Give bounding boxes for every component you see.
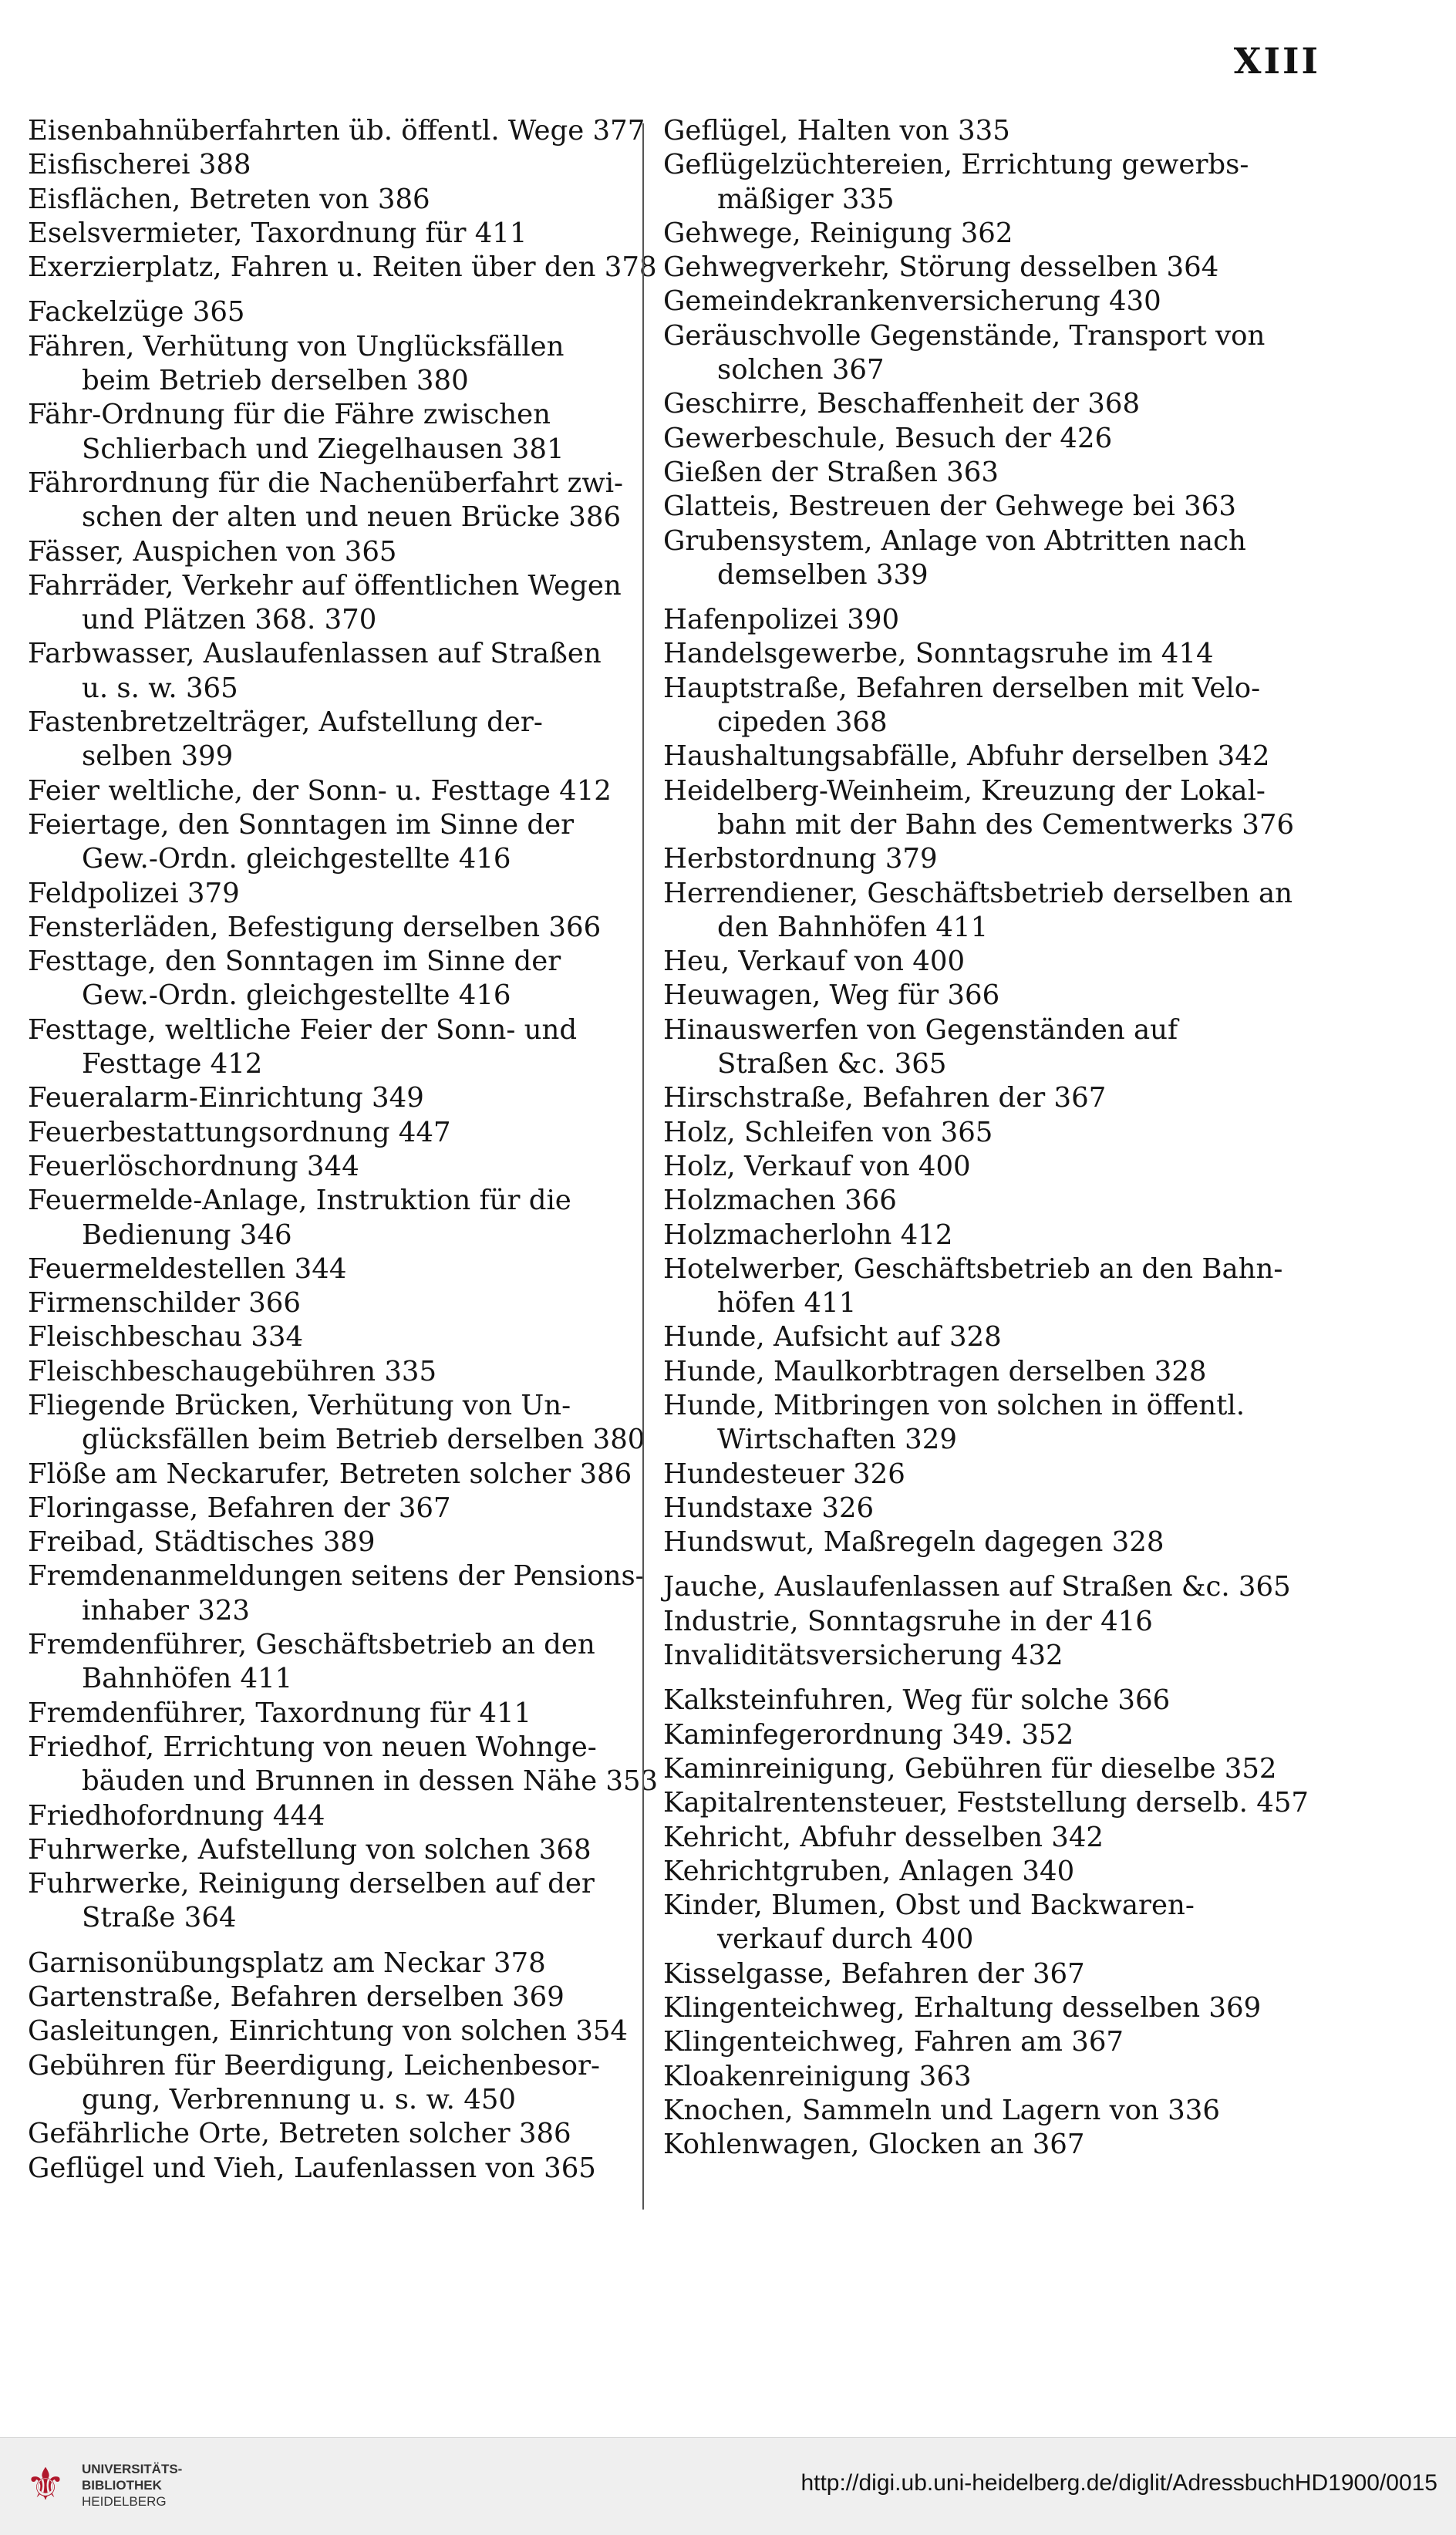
index-entry-line: Hunde, Mitbringen von solchen in öffentl.: [663, 1389, 1245, 1421]
index-entry-line: Straßen &c. 365: [717, 1048, 947, 1080]
index-entry: [663, 1889, 1311, 1957]
index-entry-line: Hafenpolizei 390: [663, 604, 900, 636]
viewer-footer: [0, 2437, 1456, 2535]
index-entry-line: Hunde, Maulkorbtragen derselben 328: [663, 1355, 1207, 1387]
index-entry: [663, 1320, 1311, 1354]
index-entry-line: Gehwege, Reinigung 362: [663, 217, 1013, 249]
index-entry: [663, 456, 1311, 490]
index-entry-line: Hundesteuer 326: [663, 1458, 905, 1490]
index-entry: [28, 1833, 629, 1867]
index-entry-line: Kloakenreinigung 363: [663, 2060, 972, 2092]
index-entry-line: Feuerbestattungsordnung 447: [28, 1116, 451, 1148]
index-entry-line: Eisenbahnüberfahrten üb. öffentl. Wege 377: [28, 115, 645, 147]
index-entry: [28, 1320, 629, 1354]
index-entry-line: Eselsvermieter, Taxordnung für 411: [28, 217, 527, 249]
index-entry: [28, 2152, 629, 2186]
index-entry-line: Fahrräder, Verkehr auf öffentlichen Wegen: [28, 569, 622, 602]
index-entry-line: Fleischbeschau 334: [28, 1321, 304, 1353]
index-entry: [663, 319, 1311, 388]
index-entry-line: Fährordnung für die Nachenüberfahrt zwi-: [28, 467, 624, 499]
index-entry: [663, 251, 1311, 285]
index-entry-line: selben 399: [82, 740, 234, 773]
index-entry: [663, 1957, 1311, 1991]
index-entry: [663, 1605, 1311, 1639]
library-name-line: UNIVERSITÄTS-: [82, 2462, 183, 2476]
index-entry-line: Heu, Verkauf von 400: [663, 946, 966, 978]
index-entry-line: Glatteis, Bestreuen der Gehwege bei 363: [663, 490, 1236, 523]
index-entry-line: Herrendiener, Geschäftsbetrieb derselben an: [663, 877, 1293, 909]
index-entry: [28, 1525, 629, 1559]
index-entry-line: Schlierbach und Ziegelhausen 381: [82, 433, 565, 465]
index-entry: [28, 467, 629, 535]
index-entry-line: Gartenstraße, Befahren derselben 369: [28, 1981, 565, 2014]
index-entry-line: Fremdenführer, Taxordnung für 411: [28, 1697, 532, 1729]
permalink-url[interactable]: http://digi.ub.uni-heidelberg.de/diglit/AdressbuchHD1900/0015: [800, 2470, 1437, 2496]
index-entry: [28, 1799, 629, 1833]
index-entry-line: Hunde, Aufsicht auf 328: [663, 1321, 1002, 1353]
index-entry-line: beim Betrieb derselben 380: [82, 365, 469, 397]
index-entry-line: Gewerbeschule, Besuch der 426: [663, 422, 1113, 454]
index-entry-line: mäßiger 335: [717, 183, 895, 215]
index-entry-line: Feuermelde-Anlage, Instruktion für die: [28, 1185, 571, 1217]
index-entry-line: Feueralarm-Einrichtung 349: [28, 1082, 424, 1114]
index-entry-line: Feuermeldestellen 344: [28, 1252, 347, 1285]
index-entry: [28, 808, 629, 877]
index-entry-line: Gew.-Ordn. gleichgestellte 416: [82, 979, 511, 1012]
index-entry-line: Fremdenführer, Geschäftsbetrieb an den: [28, 1629, 595, 1661]
index-entry: [663, 1116, 1311, 1150]
index-entry: [663, 1821, 1311, 1855]
index-entry-line: Geschirre, Beschaffenheit der 368: [663, 388, 1141, 420]
index-entry: [28, 1184, 629, 1252]
index-entry-line: Gasleitungen, Einrichtung von solchen 354: [28, 2015, 629, 2048]
index-entry: [663, 148, 1311, 217]
index-entry-line: Exerzierplatz, Fahren u. Reiten über den 378: [28, 251, 657, 284]
library-seal-icon: ⚜: [25, 2458, 66, 2510]
index-entry: [663, 945, 1311, 979]
index-entry: [28, 114, 645, 148]
index-entry-line: Holz, Verkauf von 400: [663, 1150, 971, 1182]
index-entry-line: Feuerlöschordnung 344: [28, 1150, 359, 1182]
index-entry: [28, 183, 629, 217]
index-entry: [28, 1559, 645, 1628]
index-entry-line: Gehwegverkehr, Störung desselben 364: [663, 251, 1219, 284]
index-entry: [663, 1184, 1311, 1218]
index-entry: [663, 1219, 1311, 1252]
index-entry: [663, 1492, 1311, 1525]
index-entry-line: Bahnhöfen 411: [82, 1663, 293, 1695]
index-entry: [28, 2014, 629, 2048]
index-entry: [663, 842, 1311, 876]
index-entry-line: Fähren, Verhütung von Unglücksfällen: [28, 330, 565, 362]
index-entry: [663, 1639, 1311, 1673]
index-entry-line: Friedhof, Errichtung von neuen Wohnge-: [28, 1731, 597, 1763]
index-entry-line: Fliegende Brücken, Verhütung von Un-: [28, 1389, 571, 1421]
library-logo[interactable]: [15, 2452, 293, 2521]
index-entry-line: Garnisonübungsplatz am Neckar 378: [28, 1947, 546, 1979]
index-entry: [28, 1013, 629, 1082]
index-entry: [663, 1786, 1311, 1820]
index-entry-line: und Plätzen 368. 370: [82, 604, 377, 636]
index-entry-line: Kehricht, Abfuhr desselben 342: [663, 1821, 1104, 1853]
index-entry-line: Geflügelzüchtereien, Errichtung gewerbs-: [663, 149, 1249, 181]
index-entry-line: Fackelzüge 365: [28, 296, 245, 329]
index-entry-line: gung, Verbrennung u. s. w. 450: [82, 2083, 516, 2115]
index-entry: [663, 1150, 1311, 1184]
index-entry-line: Kehrichtgruben, Anlagen 340: [663, 1855, 1075, 1887]
index-entry: [28, 1867, 629, 1936]
index-entry: [28, 2049, 629, 2118]
index-entry-line: höfen 411: [717, 1287, 857, 1320]
index-entry: [663, 114, 1311, 148]
index-entry-line: Klingenteichweg, Fahren am 367: [663, 2026, 1124, 2058]
index-entry: [28, 911, 629, 945]
index-entry: [28, 217, 629, 251]
index-entry-line: Knochen, Sammeln und Lagern von 336: [663, 2094, 1220, 2126]
index-entry-line: Flöße am Neckarufer, Betreten solcher 386: [28, 1458, 632, 1490]
index-entry-line: Hundstaxe 326: [663, 1492, 875, 1524]
index-entry-line: Holz, Schleifen von 365: [663, 1116, 993, 1148]
index-entry: [28, 945, 629, 1013]
index-entry-line: Straße 364: [82, 1902, 237, 1934]
index-entry-line: Heidelberg-Weinheim, Kreuzung der Lokal-: [663, 774, 1266, 807]
index-entry: [28, 1628, 629, 1697]
index-entry-line: Wirtschaften 329: [717, 1424, 957, 1456]
index-entry-line: Hauptstraße, Befahren derselben mit Velo-: [663, 672, 1261, 704]
index-entry-line: Hirschstraße, Befahren der 367: [663, 1082, 1107, 1114]
index-entry: [28, 1492, 629, 1525]
index-entry-line: Fässer, Auspichen von 365: [28, 535, 397, 568]
index-entry: [28, 1150, 629, 1184]
index-entry: [663, 285, 1311, 319]
index-entry-line: Festtage 412: [82, 1048, 263, 1080]
index-entry-line: u. s. w. 365: [82, 672, 238, 704]
index-entry: [28, 1116, 629, 1150]
index-column-left: [28, 114, 659, 2186]
index-entry-line: Gefährliche Orte, Betreten solcher 386: [28, 2118, 571, 2150]
index-entry: [28, 1252, 629, 1286]
index-entry-line: Kaminfegerordnung 349. 352: [663, 1718, 1074, 1751]
index-entry: [663, 1855, 1311, 1889]
index-entry-line: Fuhrwerke, Reinigung derselben auf der: [28, 1868, 595, 1900]
index-entry-line: solchen 367: [717, 354, 885, 386]
index-entry-line: inhaber 323: [82, 1594, 250, 1627]
index-entry: [28, 1458, 632, 1492]
index-entry: [663, 1458, 1311, 1492]
index-entry-line: Eisfischerei 388: [28, 149, 251, 181]
index-entry-line: Kaminreinigung, Gebühren für dieselbe 352: [663, 1752, 1277, 1785]
index-entry-line: Fähr-Ordnung für die Fähre zwischen: [28, 399, 551, 431]
index-entry-line: Fleischbeschaugebühren 335: [28, 1355, 437, 1387]
index-entry: [663, 877, 1311, 946]
index-entry-line: Heuwagen, Weg für 366: [663, 979, 1000, 1012]
index-entry-line: Geflügel, Halten von 335: [663, 115, 1010, 147]
index-entry-line: Invaliditätsversicherung 432: [663, 1640, 1063, 1672]
index-entry: [663, 979, 1311, 1013]
index-entry: [663, 2094, 1311, 2128]
index-entry-line: schen der alten und neuen Brücke 386: [82, 501, 622, 534]
index-entry: [28, 1980, 629, 2014]
index-entry: [28, 1081, 629, 1115]
index-entry: [663, 387, 1311, 421]
index-entry: [28, 1697, 629, 1731]
index-entry-line: Holzmacherlohn 412: [663, 1219, 953, 1251]
column-divider: [642, 123, 644, 2210]
index-entry: [663, 603, 1311, 637]
index-entry: [663, 1389, 1311, 1458]
index-entry: [28, 1355, 629, 1389]
index-entry: [663, 422, 1311, 456]
index-entry-line: demselben 339: [717, 558, 929, 591]
index-entry: [663, 1355, 1311, 1389]
index-entry-line: Kisselgasse, Befahren der 367: [663, 1957, 1085, 1990]
index-entry: [28, 535, 629, 569]
index-entry-line: bäuden und Brunnen in dessen Nähe 353: [82, 1765, 659, 1798]
index-entry-line: Geflügel und Vieh, Laufenlassen von 365: [28, 2152, 596, 2184]
index-entry-line: Jauche, Auslaufenlassen auf Straßen &c. 365: [663, 1571, 1291, 1603]
index-entry-line: Feier weltliche, der Sonn- u. Festtage 412: [28, 774, 612, 807]
index-entry: [28, 330, 629, 399]
index-entry: [663, 1718, 1311, 1752]
index-entry: [28, 398, 629, 467]
index-entry: [663, 1525, 1311, 1559]
index-entry-line: Geräuschvolle Gegenstände, Transport von: [663, 319, 1266, 352]
index-entry-line: Kinder, Blumen, Obst und Backwaren-: [663, 1889, 1195, 1922]
index-entry-line: Industrie, Sonntagsruhe in der 416: [663, 1605, 1153, 1637]
index-entry: [663, 672, 1311, 740]
index-entry-line: Hotelwerber, Geschäftsbetrieb an den Bahn-: [663, 1252, 1283, 1285]
index-entry-line: Gebühren für Beerdigung, Leichenbesor-: [28, 2049, 600, 2082]
index-entry: [663, 2025, 1311, 2059]
index-entry: [28, 1286, 629, 1320]
library-name-line: BIBLIOTHEK: [82, 2478, 162, 2493]
index-entry-line: Kapitalrentensteuer, Feststellung derselb. 457: [663, 1787, 1309, 1819]
index-entry-line: glücksfällen beim Betrieb derselben 380: [82, 1424, 645, 1456]
index-entry: [663, 1752, 1311, 1786]
index-entry: [28, 295, 629, 329]
index-entry-line: Bedienung 346: [82, 1219, 292, 1251]
index-entry: [663, 1252, 1311, 1321]
index-entry-line: den Bahnhöfen 411: [717, 911, 989, 943]
index-entry-line: Grubensystem, Anlage von Abtritten nach: [663, 524, 1246, 557]
index-entry-line: Holzmachen 366: [663, 1185, 897, 1217]
index-entry-line: Farbwasser, Auslaufenlassen auf Straßen: [28, 638, 602, 670]
index-entry-line: Fuhrwerke, Aufstellung von solchen 368: [28, 1833, 592, 1866]
index-entry-line: Fastenbretzelträger, Aufstellung der-: [28, 706, 543, 739]
index-entry: [28, 1389, 645, 1458]
index-entry-line: Freibad, Städtisches 389: [28, 1526, 376, 1559]
index-entry-line: Floringasse, Befahren der 367: [28, 1492, 451, 1524]
index-entry: [663, 490, 1311, 524]
index-entry: [663, 524, 1311, 593]
index-entry-line: Fensterläden, Befestigung derselben 366: [28, 911, 602, 943]
index-entry: [28, 148, 629, 182]
index-entry: [28, 706, 629, 774]
index-entry: [28, 1731, 659, 1799]
index-entry-line: Hundswut, Maßregeln dagegen 328: [663, 1526, 1164, 1559]
index-entry: [28, 2117, 629, 2151]
index-entry-line: bahn mit der Bahn des Cementwerks 376: [717, 808, 1295, 841]
index-entry-line: Haushaltungsabfälle, Abfuhr derselben 342: [663, 740, 1270, 773]
index-entry-line: cipeden 368: [717, 706, 888, 739]
index-entry: [28, 569, 629, 638]
index-entry: [28, 774, 629, 808]
index-entry-line: Festtage, weltliche Feier der Sonn- und: [28, 1013, 578, 1046]
index-entry: [663, 1684, 1311, 1718]
index-entry-line: Klingenteichweg, Erhaltung desselben 369: [663, 1992, 1262, 2024]
index-entry-line: Gießen der Straßen 363: [663, 456, 999, 488]
index-entry: [663, 637, 1311, 671]
index-entry-line: Gew.-Ordn. gleichgestellte 416: [82, 843, 511, 875]
library-name-line: HEIDELBERG: [82, 2494, 167, 2509]
index-entry: [663, 1081, 1311, 1115]
index-entry: [663, 2128, 1311, 2162]
index-entry: [663, 1570, 1311, 1604]
index-entry: [663, 1991, 1311, 2025]
index-entry-line: Feiertage, den Sonntagen im Sinne der: [28, 808, 575, 841]
index-entry: [28, 1947, 629, 1980]
index-entry-line: Firmenschilder 366: [28, 1287, 301, 1320]
index-column-right: [663, 114, 1311, 2163]
index-entry-line: Fremdenanmeldungen seitens der Pensions-: [28, 1560, 645, 1593]
index-entry-line: Kohlenwagen, Glocken an 367: [663, 2129, 1085, 2161]
index-entry: [28, 877, 629, 911]
index-entry-line: Herbstordnung 379: [663, 843, 938, 875]
index-entry-line: Handelsgewerbe, Sonntagsruhe im 414: [663, 638, 1214, 670]
index-entry-line: verkauf durch 400: [717, 1923, 974, 1956]
index-entry: [663, 740, 1311, 774]
index-entry-line: Festtage, den Sonntagen im Sinne der: [28, 946, 561, 978]
library-name: [82, 2461, 182, 2510]
index-entry: [663, 774, 1311, 843]
page-number: XIII: [1233, 40, 1320, 82]
index-entry-line: Hinauswerfen von Gegenständen auf: [663, 1013, 1178, 1046]
index-entry: [663, 217, 1311, 251]
index-entry-line: Kalksteinfuhren, Weg für solche 366: [663, 1684, 1171, 1717]
index-entry-line: Friedhofordnung 444: [28, 1799, 325, 1832]
index-entry: [28, 637, 629, 706]
index-entry: [28, 251, 657, 285]
index-entry: [663, 1013, 1311, 1082]
index-entry: [663, 2060, 1311, 2094]
index-entry-line: Feldpolizei 379: [28, 877, 240, 909]
index-entry-line: Gemeindekrankenversicherung 430: [663, 285, 1161, 318]
index-entry-line: Eisflächen, Betreten von 386: [28, 183, 430, 215]
